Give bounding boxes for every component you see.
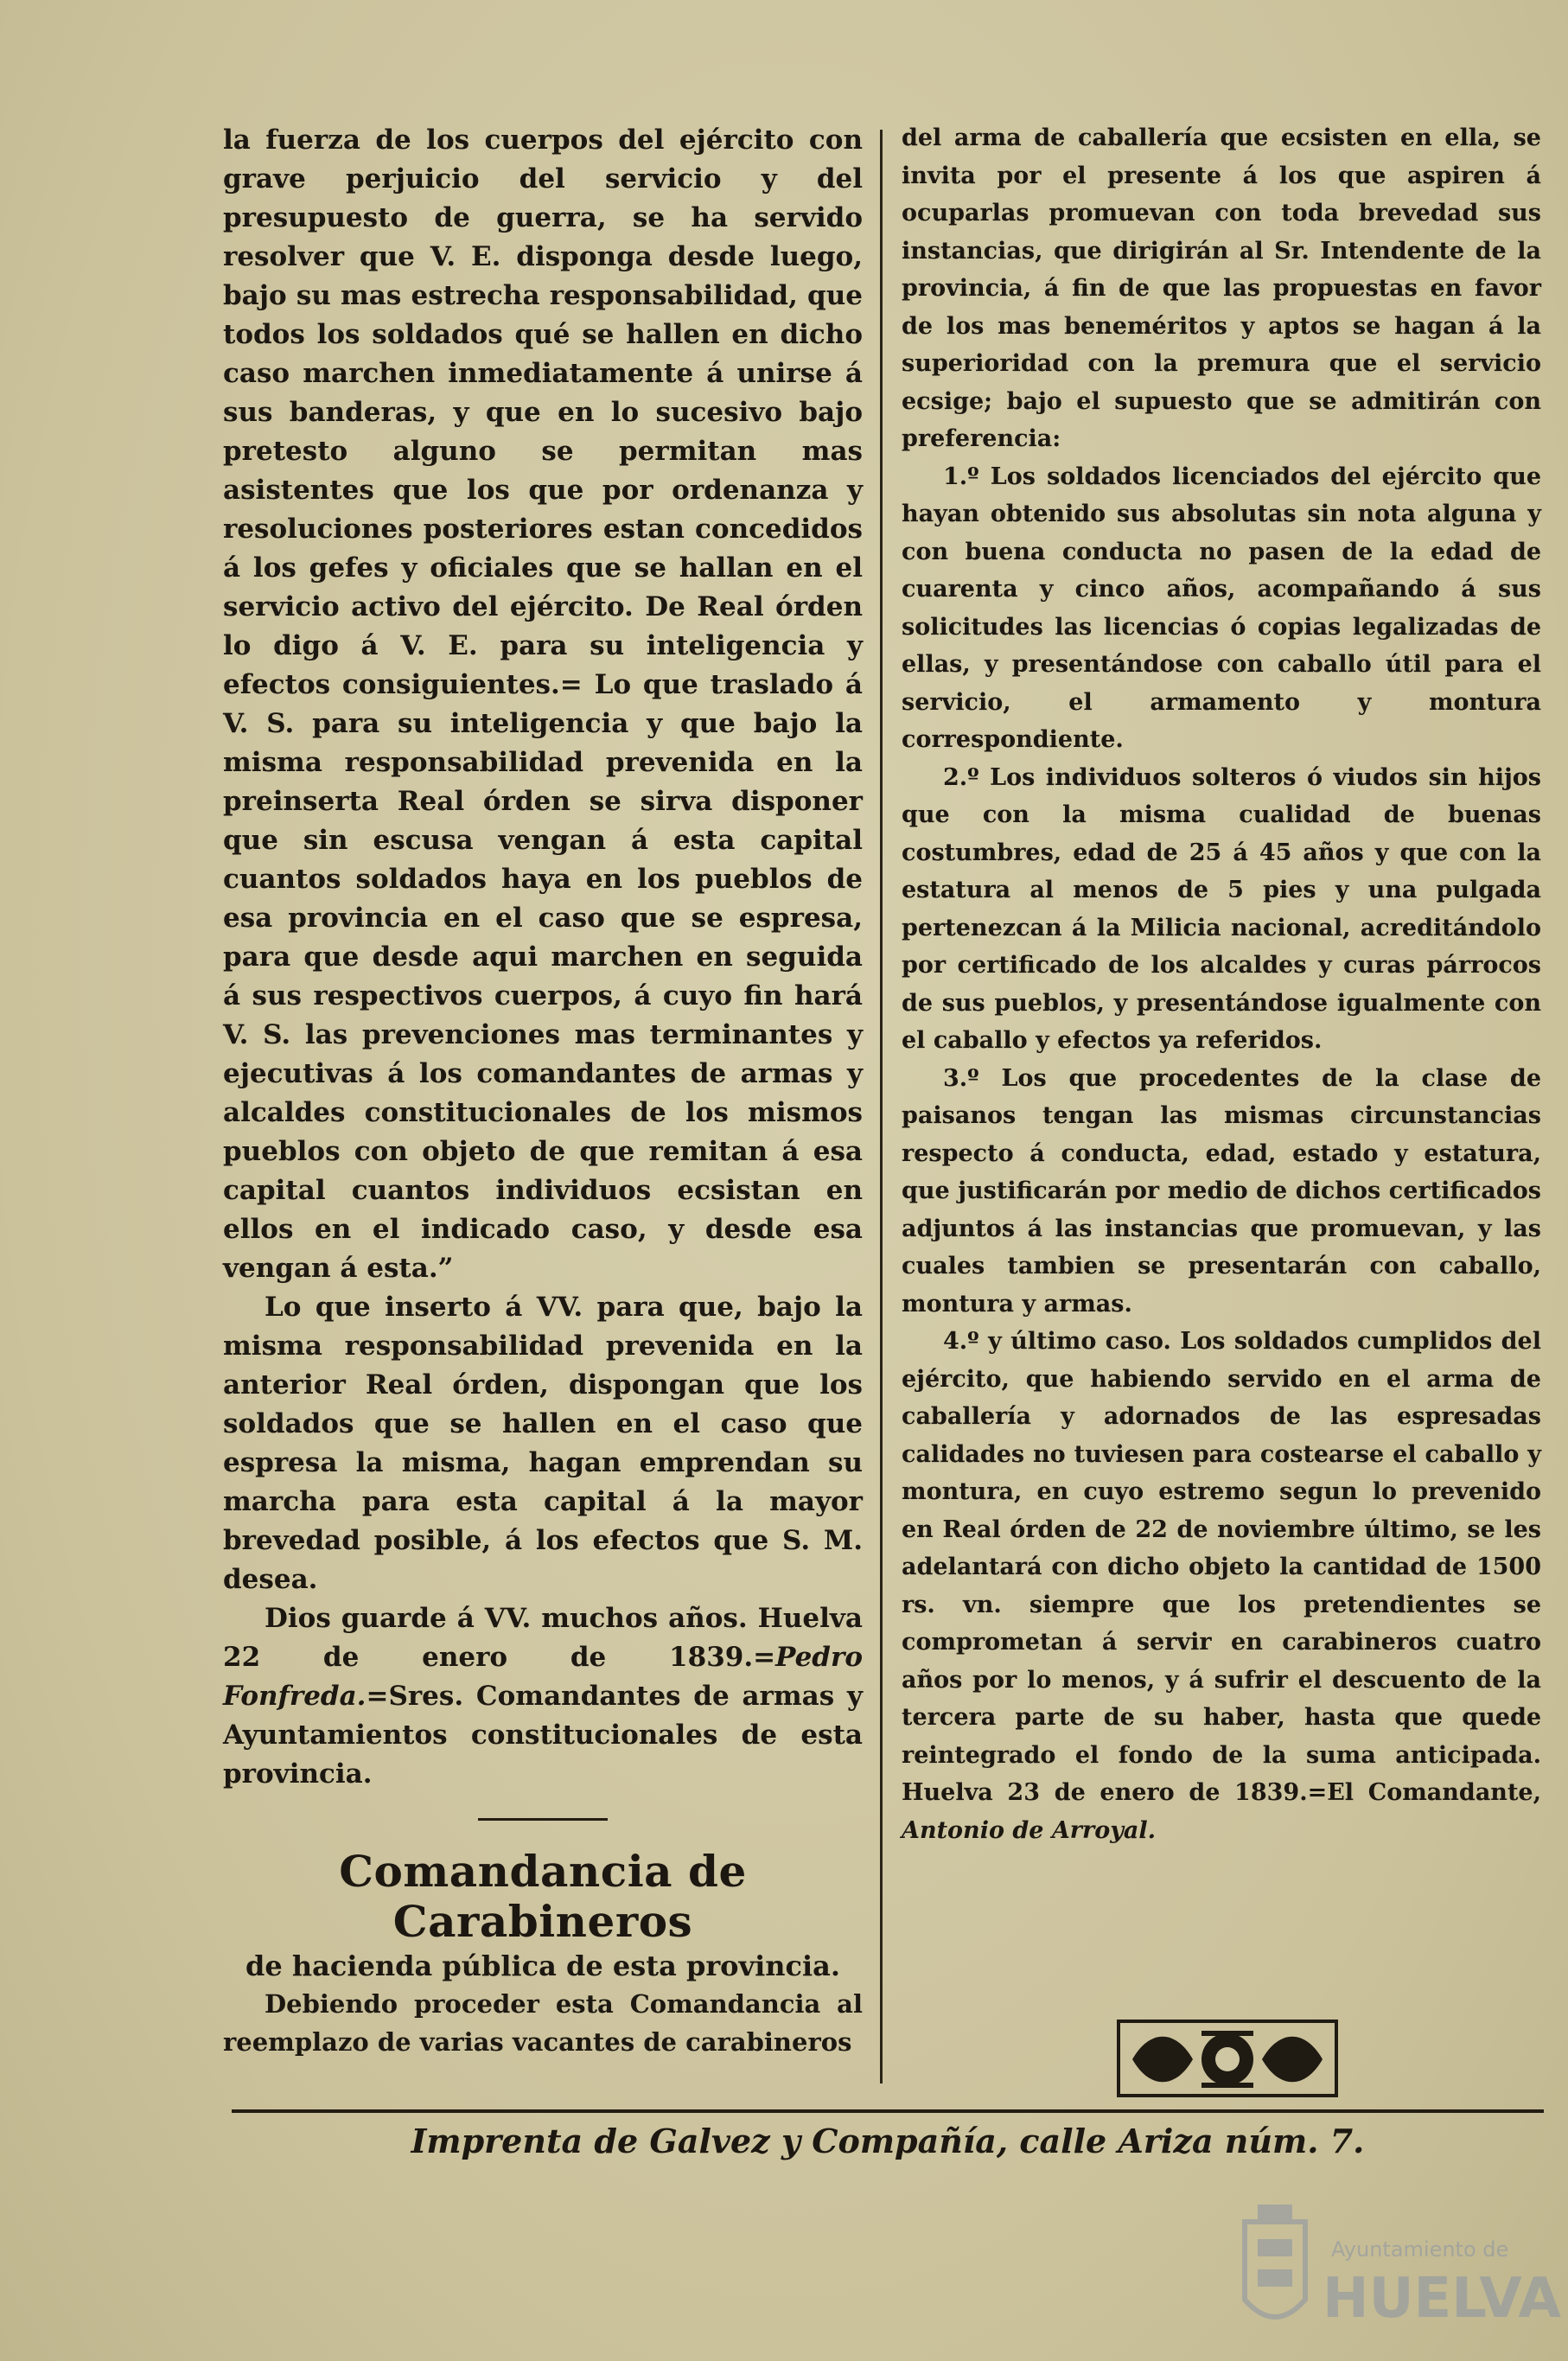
- ayuntamiento-huelva-logo-icon: [1210, 2196, 1561, 2351]
- right-column: [902, 119, 1541, 1849]
- right-paragraph-2: 1.º Los soldados licenciados del ejército que hayan obtenido sus absolutas sin nota alguna y con buena conducta no pasen de la edad de cuarenta y cinco años, acompañando á sus solicitudes las licencias ó copias legalizadas de ellas, y presentándose con caballo útil para el servicio, el armamento y montura correspondiente.: [902, 463, 1541, 753]
- signer-name: Pedro Fonfreda.: [223, 1642, 863, 1712]
- left-paragraph-4: Debiendo proceder esta Comandancia al reemplazo de varias vacantes de carabineros: [223, 1989, 863, 2057]
- ornament-icon: [1115, 2016, 1340, 2101]
- right-paragraph-5: [902, 1323, 1541, 1849]
- logo-line-2: HUELVA: [1323, 2267, 1561, 2331]
- left-paragraph-3: [223, 1599, 863, 1794]
- left-paragraph-2: Lo que inserto á VV. para que, bajo la misma responsabilidad prevenida en la anterior Real órden, dispongan que los soldados que se hallen en el caso que espresa la misma, hagan emprendan su marcha para esta capital á la mayor brevedad posible, á los efectos que S. M. desea.: [223, 1292, 863, 1595]
- left-column: [223, 121, 863, 2061]
- section-subheading: de hacienda pública de esta provincia.: [245, 1949, 841, 1982]
- closing-date-text: Dios guarde á VV. muchos años. Huelva 22 de enero de 1839.=: [223, 1603, 863, 1673]
- final-case-text: 4.º y último caso. Los soldados cumplidos del ejército, que habiendo servido en el arma de caballería y adornados de las espresadas calidades no tuviesen para costearse el caballo y montura, en cuyo estremo segun lo prevenido en Real órden de 22 de noviembre último, se les adelantará con dicho objeto la cantidad de 1500 rs. vn. siempre que los pretendientes se comprometan á servir en carabineros cuatro años por lo menos, y á sufrir el descuento de la tercera parte de su haber, hasta que quede reintegrado el fondo de la suma anticipada. Huelva 23 de enero de 1839.=El Comandante,: [902, 1328, 1541, 1806]
- section-separator: [478, 1818, 608, 1821]
- imprint-line: Imprenta de Galvez y Compañía, calle Ariza núm. 7.: [411, 2122, 1365, 2160]
- right-paragraph-3: 2.º Los individuos solteros ó viudos sin hijos que con la misma cualidad de buenas costumbres, edad de 25 á 45 años y que con la estatura al menos de 5 pies y una pulgada pertenezcan á la Milicia nacional, acreditándolo por certificado de los alcaldes y curas párrocos de sus pueblos, y presentándose igualmente con el caballo y efectos ya referidos.: [902, 763, 1541, 1054]
- closing-recipients-text: =Sres. Comandantes de armas y Ayuntamientos constitucionales de esta provincia.: [223, 1681, 863, 1790]
- left-paragraph-1: la fuerza de los cuerpos del ejército con grave perjuicio del servicio y del presupuesto de guerra, se ha servido resolver que V. E. disponga desde luego, bajo su mas estrecha responsabilidad, que todos los soldados qué se hallen en dicho caso marchen inmediatamente á unirse á sus banderas, y que en lo sucesivo bajo pretesto alguno se permitan mas asistentes que los que por ordenanza y resoluciones posteriores estan concedidos á los gefes y oficiales que se hallan en el servicio activo del ejército. De Real órden lo digo á V. E. para su inteligencia y efectos consiguientes.= Lo que traslado á V. S. para su inteligencia y que bajo la misma responsabilidad prevenida en la preinserta Real órden se sirva disponer que sin escusa vengan á esta capital cuantos soldados haya en los pueblos de esa provincia en el caso que se espresa, para que desde aqui marchen en seguida á sus respectivos cuerpos, á cuyo fin hará V. S. las prevenciones mas terminantes y ejecutivas á los comandantes de armas y alcaldes constitucionales de los mismos pueblos con objeto de que remitan á esa capital cuantos individuos ecsistan en ellos en el indicado caso, y desde esa vengan á esta.”: [223, 124, 863, 1284]
- bottom-rule: [232, 2109, 1544, 2113]
- right-paragraph-4: 3.º Los que procedentes de la clase de paisanos tengan las mismas circunstancias respecto á conducta, edad, estado y estatura, que justificarán por medio de dichos certificados adjuntos á las instancias que promuevan, y las cuales tambien se presentarán con caballo, montura y armas.: [902, 1064, 1541, 1318]
- column-divider: [880, 130, 883, 2083]
- section-heading: Comandancia de Carabineros: [339, 1846, 747, 1947]
- logo-line-1: Ayuntamiento de: [1331, 2237, 1509, 2262]
- right-paragraph-1: del arma de caballería que ecsisten en ella, se invita por el presente á los que aspiren á ocuparlas promuevan con toda brevedad sus instancias, que dirigirán al Sr. Intendente de la provincia, á fin de que las propuestas en favor de los mas beneméritos y aptos se hagan á la superioridad con la premura que el servicio ecsige; bajo el supuesto que se admitirán con preferencia:: [902, 124, 1541, 452]
- comandante-name: Antonio de Arroyal.: [902, 1816, 1157, 1844]
